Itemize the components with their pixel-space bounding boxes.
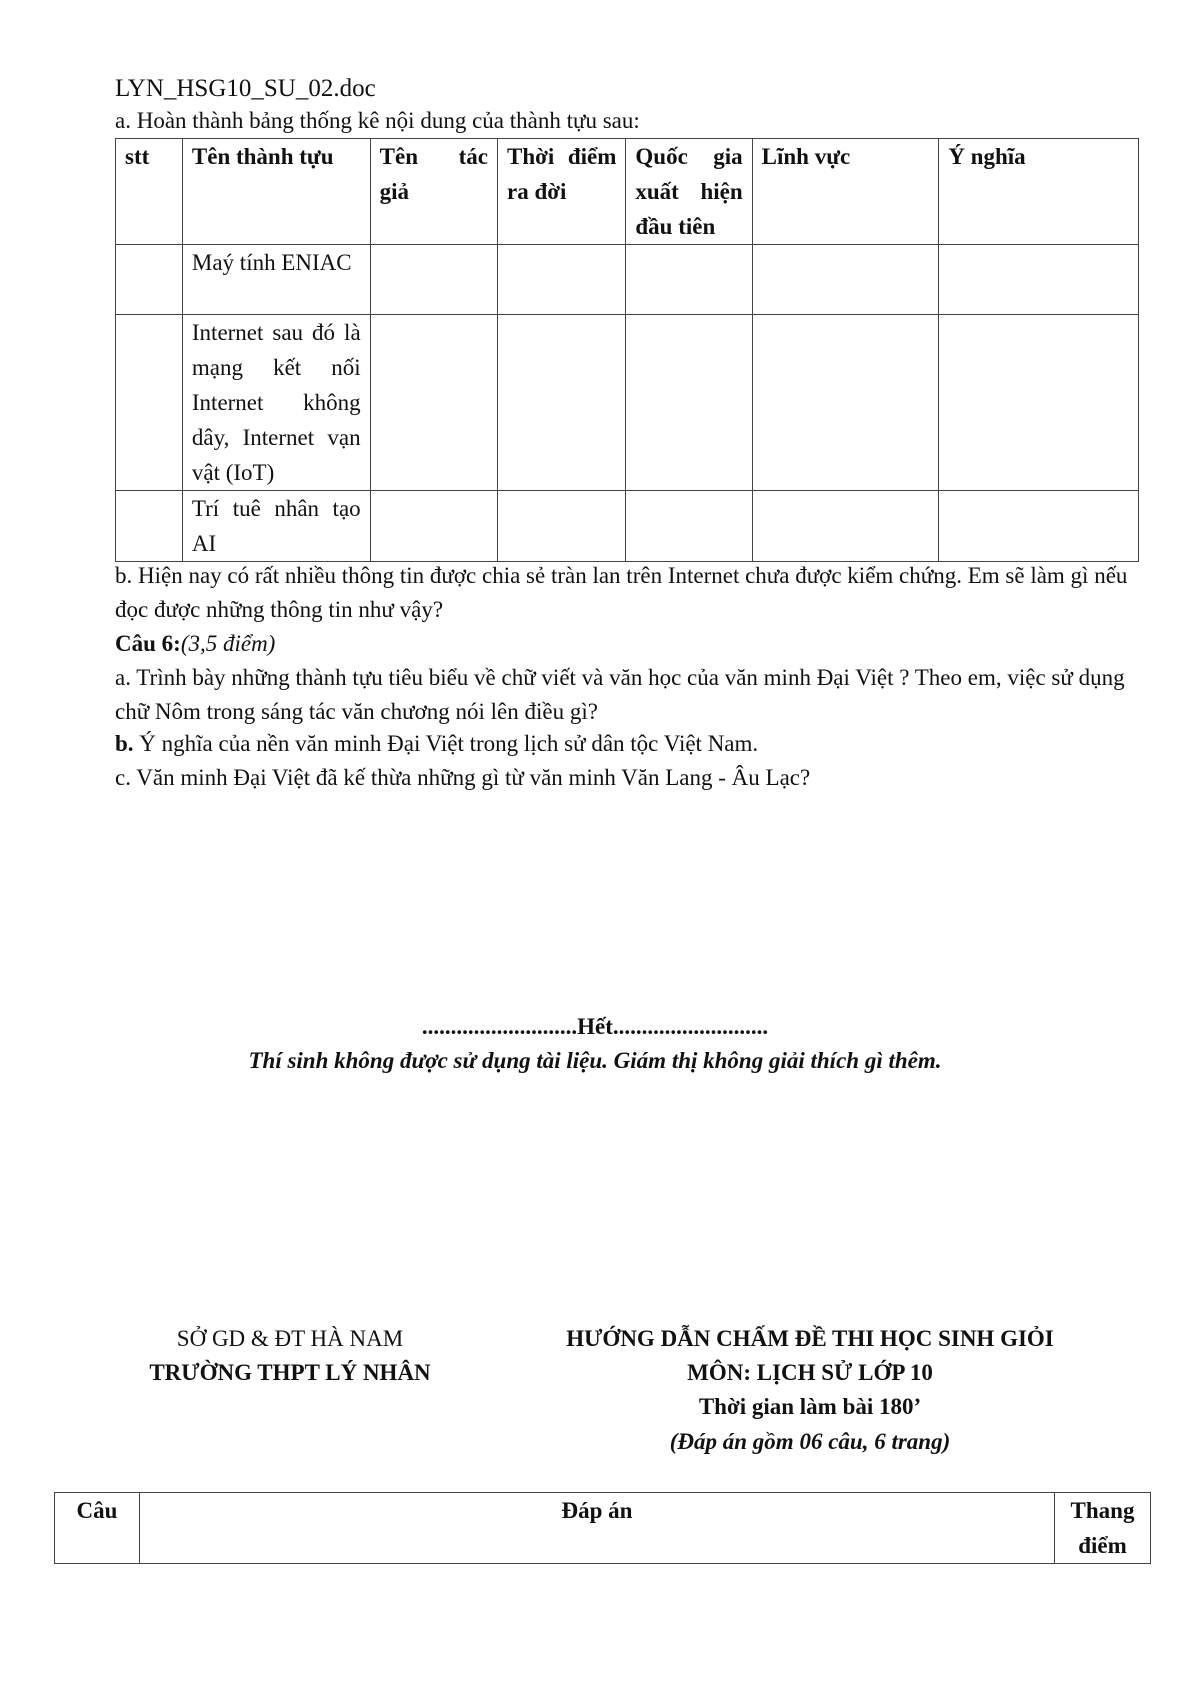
part-b-question: b. Hiện nay có rất nhiều thông tin được chia sẻ tràn lan trên Internet chưa được kiểm chứng. Em sẽ làm gì nếu đọc được những thông tin như vậy? bbox=[115, 563, 1128, 622]
cell-time[interactable] bbox=[497, 491, 625, 562]
question-6-heading bbox=[115, 627, 1145, 661]
time-line: Thời gian làm bài 180’ bbox=[698, 1394, 922, 1419]
end-marker: ...........................Hết........................... bbox=[421, 1014, 769, 1039]
part-a-prompt: a. Hoàn thành bảng thống kê nội dung của thành tựu sau: bbox=[115, 108, 640, 133]
school-name: TRƯỜNG THPT LÝ NHÂN bbox=[149, 1360, 431, 1385]
header-field: Lĩnh vực bbox=[752, 139, 939, 245]
question-6b-label: b. bbox=[115, 731, 134, 756]
cell-country[interactable] bbox=[626, 315, 752, 491]
header-author: Tên tác giả bbox=[370, 139, 497, 245]
cell-stt bbox=[116, 491, 183, 562]
question-6a: a. Trình bày những thành tựu tiêu biểu về chữ viết và văn học của văn minh Đại Việt ? Theo em, việc sử dụng chữ Nôm trong sáng tác văn chương nói lên điều gì? bbox=[115, 665, 1125, 724]
cell-stt bbox=[116, 245, 183, 315]
cell-author[interactable] bbox=[370, 491, 497, 562]
achievement-table bbox=[115, 138, 1139, 562]
cell-meaning[interactable] bbox=[939, 491, 1139, 562]
table-row bbox=[116, 245, 1139, 315]
header-score: Thang điểm bbox=[1055, 1493, 1151, 1564]
header-time: Thời điểm ra đời bbox=[497, 139, 625, 245]
cell-country[interactable] bbox=[626, 491, 752, 562]
table-header-row bbox=[116, 139, 1139, 245]
cell-author[interactable] bbox=[370, 315, 497, 491]
cell-time[interactable] bbox=[497, 315, 625, 491]
department-name: SỞ GD & ĐT HÀ NAM bbox=[176, 1326, 404, 1351]
table-row bbox=[116, 315, 1139, 491]
cell-stt bbox=[116, 315, 183, 491]
cell-country[interactable] bbox=[626, 245, 752, 315]
cell-field[interactable] bbox=[752, 245, 939, 315]
cell-time[interactable] bbox=[497, 245, 625, 315]
question-6c: c. Văn minh Đại Việt đã kế thừa những gì từ văn minh Văn Lang - Âu Lạc? bbox=[115, 765, 811, 790]
answer-table-header-row bbox=[55, 1493, 1151, 1564]
answer-table bbox=[54, 1492, 1151, 1564]
header-meaning: Ý nghĩa bbox=[939, 139, 1139, 245]
cell-field[interactable] bbox=[752, 491, 939, 562]
question-6-title: Câu 6: bbox=[115, 631, 181, 656]
question-6b bbox=[115, 727, 1145, 761]
header-country: Quốc gia xuất hiện đầu tiên bbox=[626, 139, 752, 245]
question-6-points: (3,5 điểm) bbox=[180, 631, 276, 656]
header-achievement-name: Tên thành tựu bbox=[182, 139, 370, 245]
cell-meaning[interactable] bbox=[939, 315, 1139, 491]
answer-note: (Đáp án gồm 06 câu, 6 trang) bbox=[669, 1429, 951, 1454]
answer-key-title: HƯỚNG DẪN CHẤM ĐỀ THI HỌC SINH GIỎI bbox=[566, 1326, 1054, 1351]
table-row bbox=[116, 491, 1139, 562]
subject-line: MÔN: LỊCH SỬ LỚP 10 bbox=[687, 1360, 933, 1385]
exam-notice: Thí sinh không được sử dụng tài liệu. Giám thị không giải thích gì thêm. bbox=[248, 1048, 942, 1073]
header-answer: Đáp án bbox=[140, 1493, 1055, 1564]
cell-meaning[interactable] bbox=[939, 245, 1139, 315]
document-filename: LYN_HSG10_SU_02.doc bbox=[115, 75, 376, 102]
cell-author[interactable] bbox=[370, 245, 497, 315]
cell-achievement-name: Trí tuê nhân tạo AI bbox=[182, 491, 370, 562]
cell-achievement-name: Internet sau đó là mạng kết nối Internet không dây, Internet vạn vật (IoT) bbox=[182, 315, 370, 491]
cell-field[interactable] bbox=[752, 315, 939, 491]
cell-achievement-name: Maý tính ENIAC bbox=[182, 245, 370, 315]
question-6b-text: Ý nghĩa của nền văn minh Đại Việt trong lịch sử dân tộc Việt Nam. bbox=[133, 731, 759, 756]
header-question: Câu bbox=[55, 1493, 140, 1564]
header-stt: stt bbox=[116, 139, 183, 245]
